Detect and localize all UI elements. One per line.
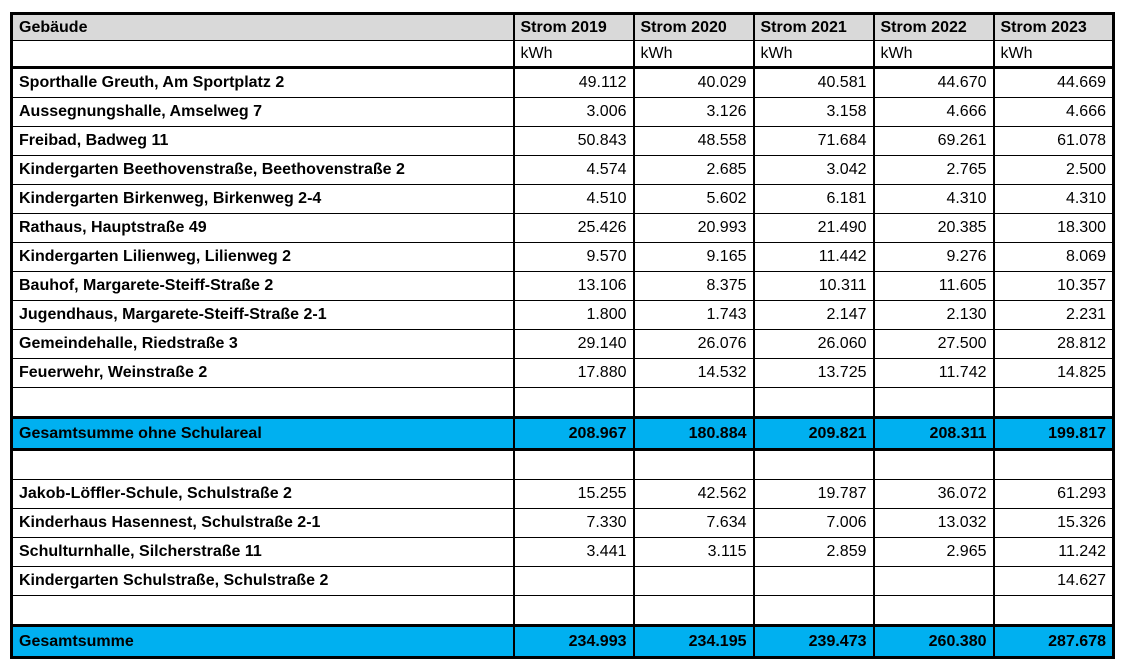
kwh-value-cell: 44.669 [994, 68, 1114, 98]
building-row [12, 127, 1114, 156]
energy-consumption-table [10, 12, 1115, 659]
kwh-value-cell: 234.195 [634, 626, 754, 658]
building-name-cell: Kindergarten Schulstraße, Schulstraße 2 [12, 567, 514, 596]
kwh-value-cell [634, 450, 754, 480]
building-name-cell: Kindergarten Beethovenstraße, Beethovenstraße 2 [12, 156, 514, 185]
kwh-value-cell: 19.787 [754, 480, 874, 509]
unit-cell-2020: kWh [634, 41, 754, 68]
kwh-value-cell: 2.147 [754, 301, 874, 330]
spacer-row [12, 388, 1114, 418]
kwh-value-cell: 2.765 [874, 156, 994, 185]
kwh-value-cell: 11.605 [874, 272, 994, 301]
spacer-row [12, 596, 1114, 626]
unit-cell-2022: kWh [874, 41, 994, 68]
unit-cell-2023: kWh [994, 41, 1114, 68]
kwh-value-cell: 26.076 [634, 330, 754, 359]
kwh-value-cell [514, 450, 634, 480]
column-header-strom-2023: Strom 2023 [994, 14, 1114, 41]
kwh-value-cell: 3.126 [634, 98, 754, 127]
kwh-value-cell: 14.627 [994, 567, 1114, 596]
kwh-value-cell: 8.069 [994, 243, 1114, 272]
kwh-value-cell: 28.812 [994, 330, 1114, 359]
kwh-value-cell: 11.742 [874, 359, 994, 388]
kwh-value-cell: 3.115 [634, 538, 754, 567]
kwh-value-cell: 3.158 [754, 98, 874, 127]
kwh-value-cell: 4.310 [994, 185, 1114, 214]
kwh-value-cell: 5.602 [634, 185, 754, 214]
kwh-value-cell [874, 388, 994, 418]
kwh-value-cell: 6.181 [754, 185, 874, 214]
kwh-value-cell [874, 596, 994, 626]
kwh-value-cell: 2.500 [994, 156, 1114, 185]
header-row [12, 14, 1114, 41]
kwh-value-cell: 1.800 [514, 301, 634, 330]
kwh-value-cell: 180.884 [634, 418, 754, 450]
building-name-cell [12, 596, 514, 626]
kwh-value-cell: 11.242 [994, 538, 1114, 567]
building-row [12, 98, 1114, 127]
building-name-cell: Kindergarten Birkenweg, Birkenweg 2-4 [12, 185, 514, 214]
spacer-row [12, 450, 1114, 480]
kwh-value-cell: 2.685 [634, 156, 754, 185]
kwh-value-cell: 7.330 [514, 509, 634, 538]
kwh-value-cell: 49.112 [514, 68, 634, 98]
building-row [12, 185, 1114, 214]
building-row [12, 509, 1114, 538]
kwh-value-cell: 234.993 [514, 626, 634, 658]
kwh-value-cell: 40.029 [634, 68, 754, 98]
building-name-cell: Freibad, Badweg 11 [12, 127, 514, 156]
kwh-value-cell: 44.670 [874, 68, 994, 98]
kwh-value-cell [514, 567, 634, 596]
kwh-value-cell: 1.743 [634, 301, 754, 330]
kwh-value-cell: 8.375 [634, 272, 754, 301]
kwh-value-cell: 13.106 [514, 272, 634, 301]
kwh-value-cell: 21.490 [754, 214, 874, 243]
column-header-strom-2019: Strom 2019 [514, 14, 634, 41]
kwh-value-cell: 3.006 [514, 98, 634, 127]
kwh-value-cell: 2.965 [874, 538, 994, 567]
building-name-cell: Aussegnungshalle, Amselweg 7 [12, 98, 514, 127]
building-row [12, 567, 1114, 596]
building-name-cell: Jakob-Löffler-Schule, Schulstraße 2 [12, 480, 514, 509]
kwh-value-cell: 27.500 [874, 330, 994, 359]
kwh-value-cell: 10.311 [754, 272, 874, 301]
kwh-value-cell: 2.130 [874, 301, 994, 330]
kwh-value-cell: 71.684 [754, 127, 874, 156]
kwh-value-cell: 4.666 [874, 98, 994, 127]
kwh-value-cell: 17.880 [514, 359, 634, 388]
building-name-cell: Kindergarten Lilienweg, Lilienweg 2 [12, 243, 514, 272]
kwh-value-cell: 42.562 [634, 480, 754, 509]
unit-row [12, 41, 1114, 68]
kwh-value-cell [994, 388, 1114, 418]
building-row [12, 272, 1114, 301]
kwh-value-cell [754, 450, 874, 480]
kwh-value-cell: 9.165 [634, 243, 754, 272]
building-row [12, 480, 1114, 509]
table-body [12, 68, 1114, 658]
kwh-value-cell: 4.310 [874, 185, 994, 214]
kwh-value-cell: 25.426 [514, 214, 634, 243]
building-name-cell: Rathaus, Hauptstraße 49 [12, 214, 514, 243]
kwh-value-cell [514, 388, 634, 418]
kwh-value-cell [754, 596, 874, 626]
kwh-value-cell: 13.725 [754, 359, 874, 388]
kwh-value-cell: 15.255 [514, 480, 634, 509]
building-name-cell: Jugendhaus, Margarete-Steiff-Straße 2-1 [12, 301, 514, 330]
column-header-strom-2022: Strom 2022 [874, 14, 994, 41]
kwh-value-cell: 7.634 [634, 509, 754, 538]
kwh-value-cell: 208.311 [874, 418, 994, 450]
building-row [12, 243, 1114, 272]
kwh-value-cell: 61.293 [994, 480, 1114, 509]
building-row [12, 68, 1114, 98]
kwh-value-cell: 209.821 [754, 418, 874, 450]
kwh-value-cell [874, 567, 994, 596]
kwh-value-cell: 9.570 [514, 243, 634, 272]
kwh-value-cell [634, 567, 754, 596]
total-label-cell: Gesamtsumme [12, 626, 514, 658]
kwh-value-cell: 4.510 [514, 185, 634, 214]
building-row [12, 359, 1114, 388]
kwh-value-cell: 3.441 [514, 538, 634, 567]
kwh-value-cell [634, 388, 754, 418]
unit-cell-empty [12, 41, 514, 68]
column-header-strom-2021: Strom 2021 [754, 14, 874, 41]
kwh-value-cell: 9.276 [874, 243, 994, 272]
kwh-value-cell: 20.993 [634, 214, 754, 243]
kwh-value-cell [874, 450, 994, 480]
kwh-value-cell: 48.558 [634, 127, 754, 156]
kwh-value-cell: 208.967 [514, 418, 634, 450]
unit-cell-2021: kWh [754, 41, 874, 68]
kwh-value-cell: 13.032 [874, 509, 994, 538]
building-name-cell: Kinderhaus Hasennest, Schulstraße 2-1 [12, 509, 514, 538]
building-name-cell: Feuerwehr, Weinstraße 2 [12, 359, 514, 388]
kwh-value-cell: 239.473 [754, 626, 874, 658]
kwh-value-cell: 26.060 [754, 330, 874, 359]
kwh-value-cell: 20.385 [874, 214, 994, 243]
kwh-value-cell: 11.442 [754, 243, 874, 272]
kwh-value-cell: 14.825 [994, 359, 1114, 388]
kwh-value-cell [634, 596, 754, 626]
building-name-cell [12, 388, 514, 418]
building-name-cell: Gemeindehalle, Riedstraße 3 [12, 330, 514, 359]
building-name-cell: Sporthalle Greuth, Am Sportplatz 2 [12, 68, 514, 98]
kwh-value-cell [994, 450, 1114, 480]
kwh-value-cell: 4.574 [514, 156, 634, 185]
kwh-value-cell: 18.300 [994, 214, 1114, 243]
kwh-value-cell: 14.532 [634, 359, 754, 388]
building-row [12, 214, 1114, 243]
kwh-value-cell: 50.843 [514, 127, 634, 156]
building-name-cell: Schulturnhalle, Silcherstraße 11 [12, 538, 514, 567]
column-header-strom-2020: Strom 2020 [634, 14, 754, 41]
kwh-value-cell: 3.042 [754, 156, 874, 185]
kwh-value-cell: 4.666 [994, 98, 1114, 127]
kwh-value-cell: 61.078 [994, 127, 1114, 156]
kwh-value-cell: 2.859 [754, 538, 874, 567]
building-name-cell [12, 450, 514, 480]
kwh-value-cell: 69.261 [874, 127, 994, 156]
kwh-value-cell: 36.072 [874, 480, 994, 509]
total-label-cell: Gesamtsumme ohne Schulareal [12, 418, 514, 450]
building-name-cell: Bauhof, Margarete-Steiff-Straße 2 [12, 272, 514, 301]
kwh-value-cell: 10.357 [994, 272, 1114, 301]
kwh-value-cell: 15.326 [994, 509, 1114, 538]
kwh-value-cell [754, 388, 874, 418]
building-row [12, 538, 1114, 567]
total-row [12, 626, 1114, 658]
building-row [12, 301, 1114, 330]
column-header-building: Gebäude [12, 14, 514, 41]
kwh-value-cell: 199.817 [994, 418, 1114, 450]
total-row [12, 418, 1114, 450]
kwh-value-cell [754, 567, 874, 596]
building-row [12, 156, 1114, 185]
kwh-value-cell [514, 596, 634, 626]
kwh-value-cell: 260.380 [874, 626, 994, 658]
unit-cell-2019: kWh [514, 41, 634, 68]
kwh-value-cell [994, 596, 1114, 626]
kwh-value-cell: 2.231 [994, 301, 1114, 330]
building-row [12, 330, 1114, 359]
kwh-value-cell: 40.581 [754, 68, 874, 98]
kwh-value-cell: 7.006 [754, 509, 874, 538]
kwh-value-cell: 29.140 [514, 330, 634, 359]
kwh-value-cell: 287.678 [994, 626, 1114, 658]
